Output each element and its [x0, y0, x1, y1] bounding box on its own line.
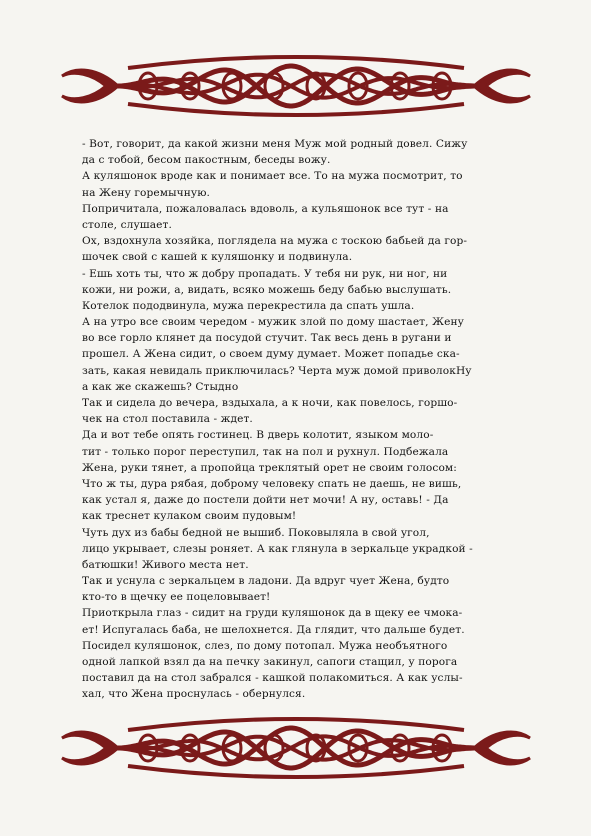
- text-line: кто-то в щечку ее поцеловывает!: [82, 591, 271, 604]
- text-line: одной лапкой взял да на печку закинул, сапоги стащил, у порога: [82, 656, 458, 668]
- text-line: хал, что Жена проснулась - обернулся.: [82, 688, 306, 701]
- text-line: на Жену горемычную.: [82, 186, 211, 199]
- text-line: Жена, руки тянет, а пропойца треклятый орет не своим голосом:: [82, 461, 457, 474]
- text-line: - Вот, говорит, да какой жизни меня Муж мой родный довел. Сижу: [82, 138, 468, 150]
- text-line: зать, какая невидаль приключилась? Черта муж домой приволокНу: [82, 364, 472, 377]
- text-line: ет! Испугалась баба, не шелохнется. Да глядит, что дальше будет.: [82, 623, 465, 636]
- text-line: Чуть дух из бабы бедной не вышиб. Поковыляла в свой угол,: [82, 526, 430, 539]
- text-line: поставил да на стол забрался - кашкой полакомиться. А как услы-: [82, 672, 463, 685]
- text-line: батюшки! Живого места нет.: [82, 558, 249, 571]
- text-line: кожи, ни рожи, а, видать, всяко можешь беду бабью выслушать.: [82, 283, 452, 296]
- story-text: [82, 136, 512, 703]
- text-line: Котелок пододвинула, мужа перекрестила да спать ушла.: [82, 299, 415, 312]
- text-line: Ох, вздохнула хозяйка, поглядела на мужа с тоскою бабьей да гор-: [82, 235, 468, 248]
- text-line: как треснет кулаком своим пудовым!: [82, 510, 297, 523]
- text-line: прошел. А Жена сидит, о своем думу думает. Может попадье ска-: [82, 348, 460, 361]
- text-line: Да и вот тебе опять гостинец. В дверь колотит, языком моло-: [82, 429, 434, 442]
- text-line: чек на стол поставила - ждет.: [82, 413, 253, 426]
- text-line: Что ж ты, дура рябая, доброму человеку спать не даешь, не вишь,: [82, 477, 462, 490]
- text-line: как устал я, даже до постели дойти нет мочи! А ну, оставь! - Да: [82, 494, 449, 507]
- text-line: тит - только порог переступил, так на пол и рухнул. Подбежала: [82, 445, 449, 458]
- text-line: столе, слушает.: [82, 218, 172, 231]
- text-line: а как же скажешь? Стыдно: [82, 380, 239, 393]
- text-line: А куляшонок вроде как и понимает все. То на мужа посмотрит, то: [82, 170, 463, 183]
- text-line: Попричитала, пожаловалась вдоволь, а кульяшонок все тут - на: [82, 202, 449, 215]
- text-line: А на утро все своим чередом - мужик злой по дому шастает, Жену: [82, 316, 464, 329]
- text-line: - Ешь хоть ты, что ж добру пропадать. У тебя ни рук, ни ног, ни: [82, 267, 448, 280]
- celtic-knot-border-top-icon: [58, 54, 534, 118]
- text-line: лицо укрывает, слезы роняет. А как глянула в зеркальце украдкой -: [82, 542, 473, 555]
- text-line: во все горло клянет да посудой стучит. Так весь день в ругани и: [82, 332, 452, 345]
- text-line: Посидел куляшонок, слез, по дому потопал. Мужа необъятного: [82, 639, 448, 652]
- text-line: да с тобой, бесом пакостным, беседы вожу.: [82, 154, 331, 167]
- text-line: шочек свой с кашей к куляшонку и подвинула.: [82, 251, 353, 264]
- text-line: Так и уснула с зеркальцем в ладони. Да вдруг чует Жена, будто: [82, 575, 450, 588]
- text-line: Так и сидела до вечера, вздыхала, а к ночи, как повелось, горшо-: [82, 397, 458, 409]
- celtic-knot-border-bottom-icon: [58, 716, 534, 780]
- text-line: Приоткрыла глаз - сидит на груди куляшонок да в щеку ее чмока-: [82, 607, 463, 620]
